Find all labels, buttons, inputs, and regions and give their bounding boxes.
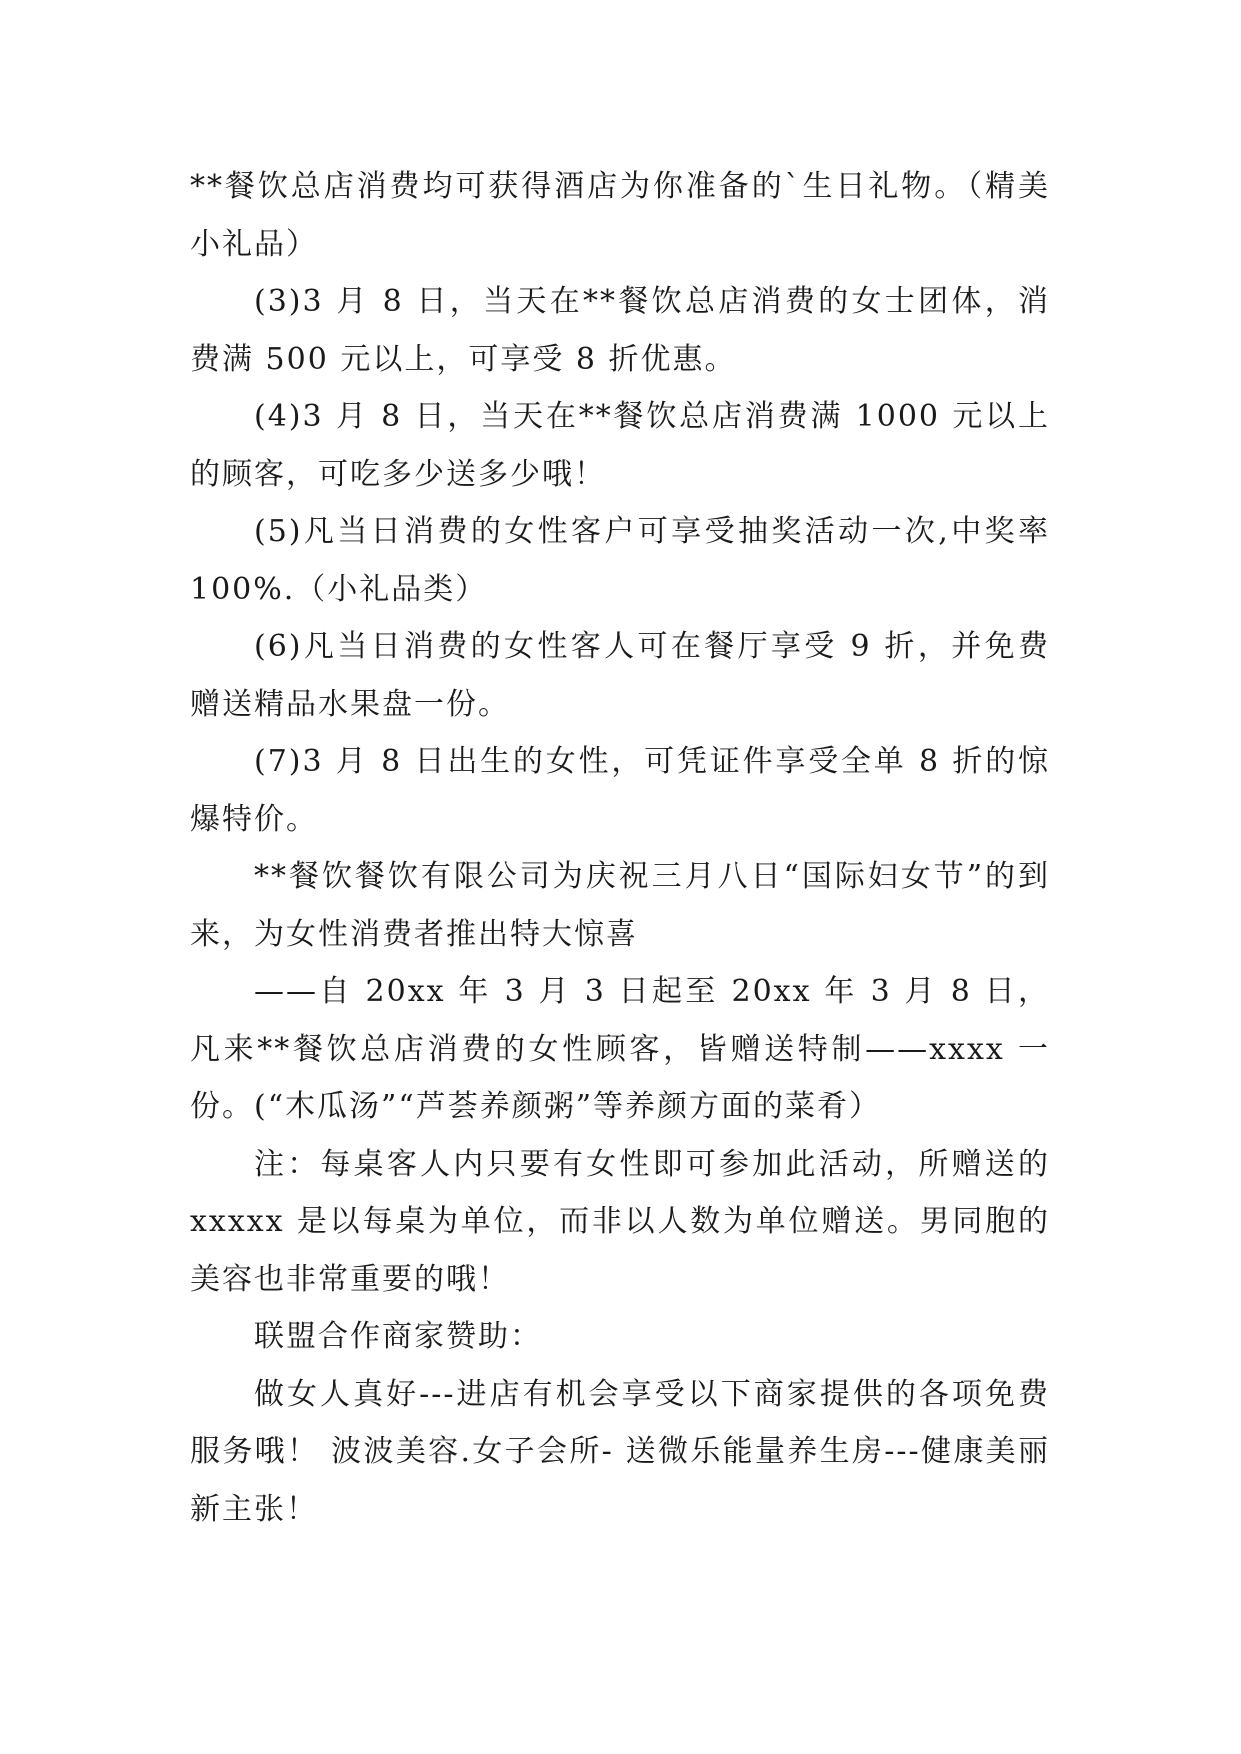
paragraph-item-3: (3)3 月 8 日，当天在**餐饮总店消费的女士团体，消费满 500 元以上，可享受 8 折优惠。 [190, 284, 1050, 377]
paragraph-item-5: (5)凡当日消费的女性客户可享受抽奖活动一次,中奖率 100%.（小礼品类） [190, 514, 1050, 607]
paragraph-item-6: (6)凡当日消费的女性客人可在餐厅享受 9 折，并免费赠送精品水果盘一份。 [190, 629, 1050, 722]
paragraph-item-4: (4)3 月 8 日，当天在**餐饮总店消费满 1000 元以上的顾客，可吃多少送多少哦！ [190, 399, 1050, 492]
paragraph-sponsors-heading: 联盟合作商家赞助： [254, 1319, 542, 1354]
paragraph-note: 注：每桌客人内只要有女性即可参加此活动，所赠送的 xxxxx 是以每桌为单位，而非以人数为单位赠送。男同胞的美容也非常重要的哦！ [190, 1146, 1050, 1297]
paragraph-birthday-gift: **餐饮总店消费均可获得酒店为你准备的`生日礼物。（精美小礼品） [190, 169, 1050, 262]
document-body [190, 158, 1050, 1538]
paragraph-item-7: (7)3 月 8 日出生的女性，可凭证件享受全单 8 折的惊爆特价。 [190, 744, 1050, 837]
paragraph-promotion-period: ——自 20xx 年 3 月 3 日起至 20xx 年 3 月 8 日，凡来**餐饮总店消费的女性顾客，皆赠送特制——xxxx 一份。(“木瓜汤”“芦荟养颜粥”等养颜方面的菜肴） [190, 974, 1050, 1124]
paragraph-sponsors-detail: 做女人真好---进店有机会享受以下商家提供的各项免费服务哦！ 波波美容.女子会所- 送微乐能量养生房---健康美丽新主张！ [190, 1376, 1050, 1527]
paragraph-company-intro: **餐饮餐饮有限公司为庆祝三月八日“国际妇女节”的到来，为女性消费者推出特大惊喜 [190, 859, 1050, 952]
